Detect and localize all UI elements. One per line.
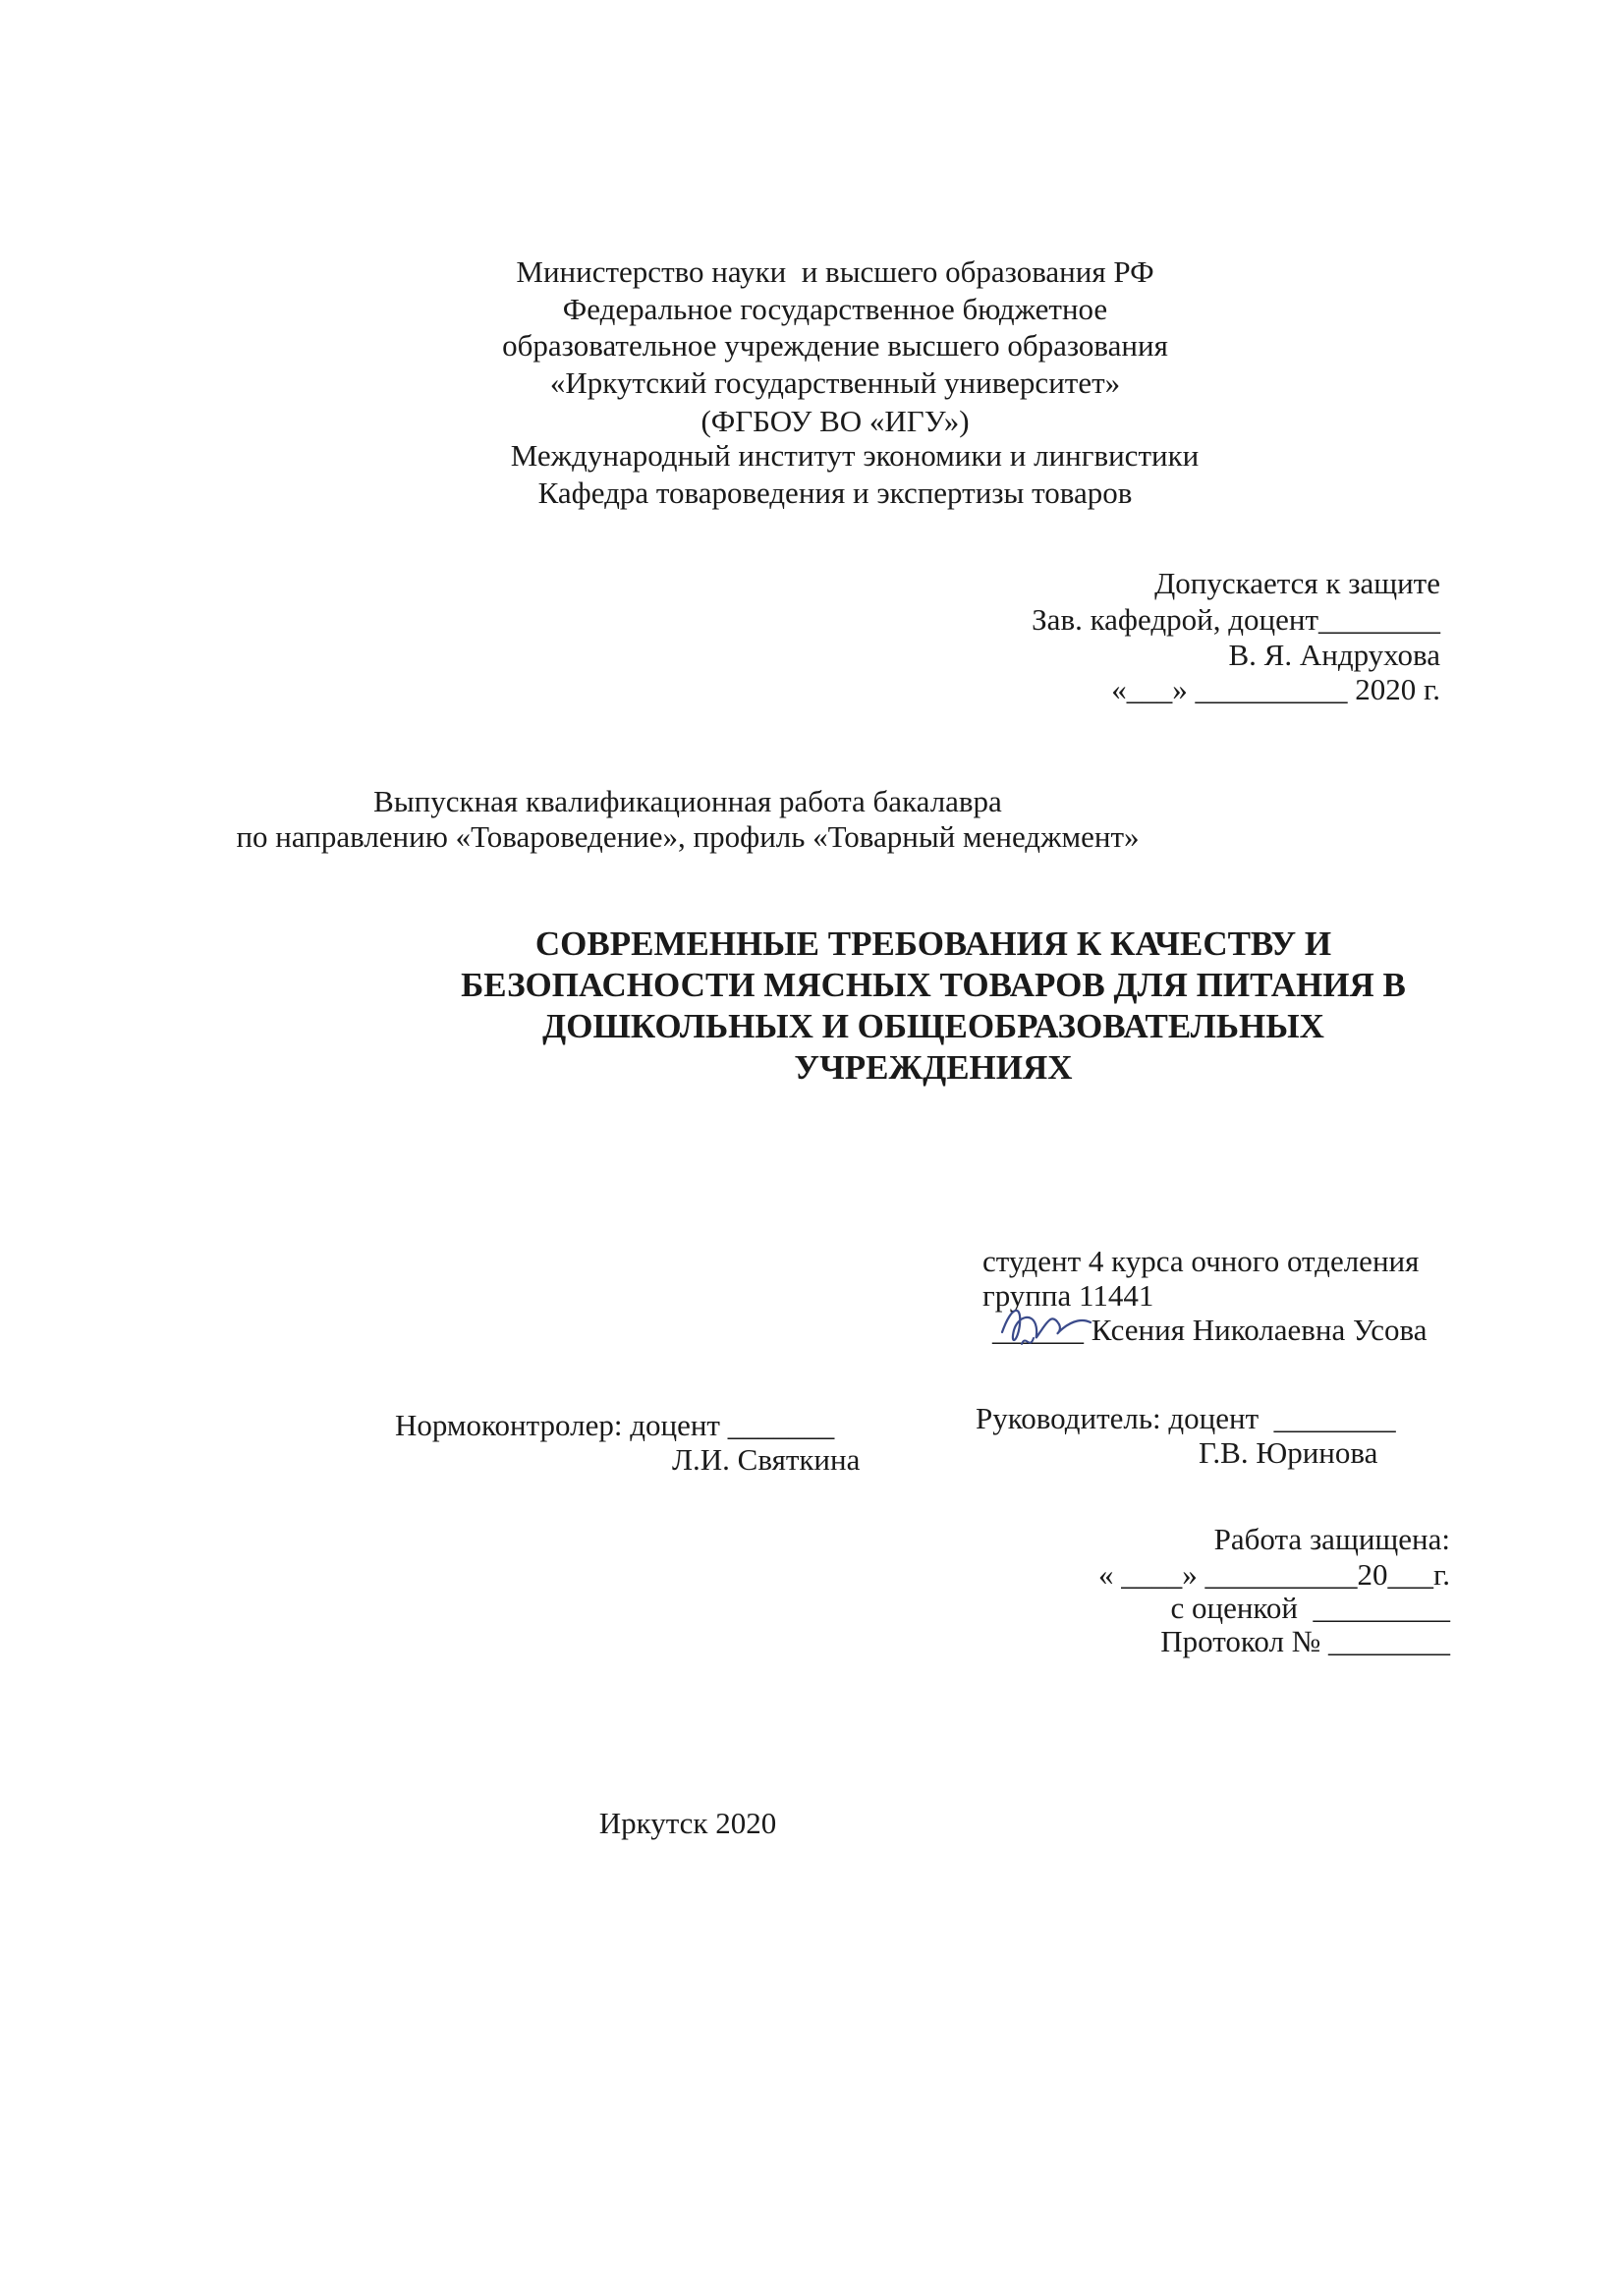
title-line-2: БЕЗОПАСНОСТИ МЯСНЫХ ТОВАРОВ ДЛЯ ПИТАНИЯ В xyxy=(461,966,1406,1004)
institute-name: Международный институт экономики и лингвистики xyxy=(510,438,1200,473)
title-line-1: СОВРЕМЕННЫЕ ТРЕБОВАНИЯ К КАЧЕСТВУ И xyxy=(534,924,1332,963)
approval-head: Зав. кафедрой, доцент________ xyxy=(1032,602,1440,637)
defense-protected: Работа защищена: xyxy=(1213,1522,1450,1556)
thesis-title xyxy=(422,924,1444,1089)
approval-admitted: Допускается к защите xyxy=(1154,566,1440,600)
department-name: Кафедра товароведения и экспертизы товаров xyxy=(537,476,1133,510)
approval-date: «___» __________ 2020 г. xyxy=(1111,672,1440,706)
student-course: студент 4 курса очного отделения xyxy=(982,1244,1420,1278)
student-group: группа 11441 xyxy=(982,1278,1154,1313)
normcontrol-name: Л.И. Святкина xyxy=(672,1442,861,1477)
normcontrol-label: Нормоконтролер: доцент _______ xyxy=(395,1408,835,1442)
supervisor-name: Г.В. Юринова xyxy=(1199,1435,1378,1470)
defense-protocol: Протокол № ________ xyxy=(1160,1624,1450,1658)
work-type-line-1: Выпускная квалификационная работа бакалавра xyxy=(373,784,1002,818)
title-line-3: ДОШКОЛЬНЫХ И ОБЩЕОБРАЗОВАТЕЛЬНЫХ xyxy=(542,1007,1324,1045)
institution-type-line-2: образовательное учреждение высшего образования xyxy=(502,328,1168,363)
city-year: Иркутск 2020 xyxy=(598,1806,777,1840)
defense-date: « ____» __________20___г. xyxy=(1098,1557,1450,1592)
ministry-line: Министерство науки и высшего образования РФ xyxy=(516,254,1154,289)
supervisor-label: Руководитель: доцент ________ xyxy=(976,1401,1396,1435)
student-name: ______ Ксения Николаевна Усова xyxy=(992,1313,1428,1347)
university-abbr: (ФГБОУ ВО «ИГУ») xyxy=(700,404,970,438)
title-line-4: УЧРЕЖДЕНИЯХ xyxy=(794,1048,1073,1087)
institution-type-line: Федеральное государственное бюджетное xyxy=(562,292,1108,326)
approval-name: В. Я. Андрухова xyxy=(1228,638,1440,672)
student-signature-icon xyxy=(992,1295,1100,1354)
work-type-line-2: по направлению «Товароведение», профиль «Товарный менеджмент» xyxy=(236,819,1140,854)
university-name: «Иркутский государственный университет» xyxy=(549,365,1121,400)
defense-grade: с оценкой _________ xyxy=(1170,1591,1450,1625)
